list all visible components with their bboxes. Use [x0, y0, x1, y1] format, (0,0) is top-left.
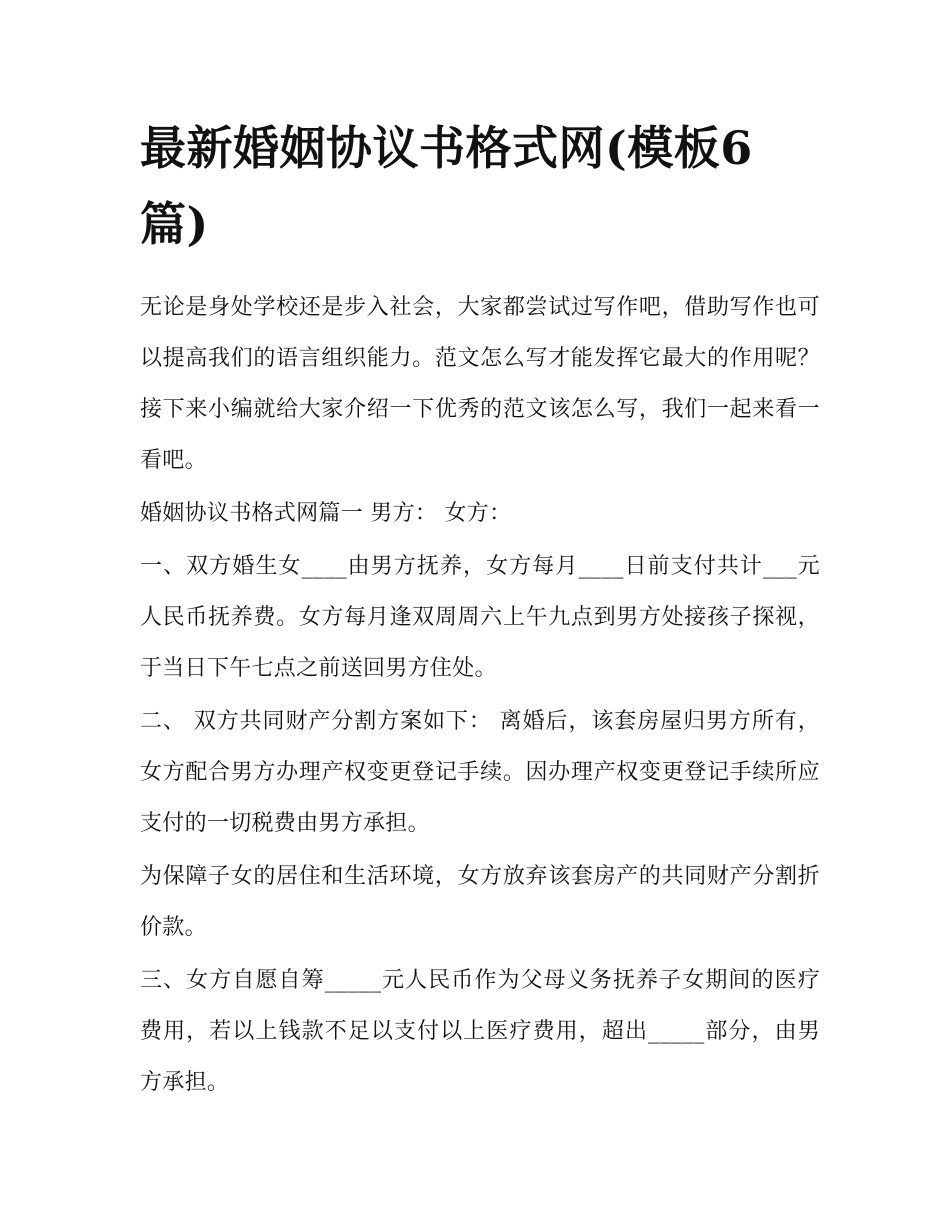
paragraph-clause-2-note: 为保障子女的居住和生活环境，女方放弃该套房产的共同财产分割折价款。 — [140, 864, 820, 940]
paragraph-clause-2: 二、 双方共同财产分割方案如下： 离婚后，该套房屋归男方所有，女方配合男方办理产权变更登记手续。因办理产权变更登记手续所应支付的一切税费由男方承担。 — [140, 709, 820, 836]
document-body — [140, 110, 820, 1110]
paragraph-clause-3: 三、女方自愿自筹_____元人民币作为父母义务抚养子女期间的医疗费用，若以上钱款不足以支付以上医疗费用，超出_____部分，由男方承担。 — [140, 968, 820, 1095]
paragraph-clause-1: 一、双方婚生女____由男方抚养，女方每月____日前支付共计___元人民币抚养费。女方每月逢双周周六上午九点到男方处接孩子探视，于当日下午七点之前送回男方住处。 — [140, 554, 820, 681]
paragraph-section-heading: 婚姻协议书格式网篇一 男方： 女方： — [140, 501, 512, 526]
document-title: 最新婚姻协议书格式网(模板6篇) — [140, 121, 753, 251]
paragraph-intro: 无论是身处学校还是步入社会，大家都尝试过写作吧，借助写作也可以提高我们的语言组织能力。范文怎么写才能发挥它最大的作用呢？接下来小编就给大家介绍一下优秀的范文该怎么写，我们一起来看一看吧。 — [140, 295, 820, 473]
